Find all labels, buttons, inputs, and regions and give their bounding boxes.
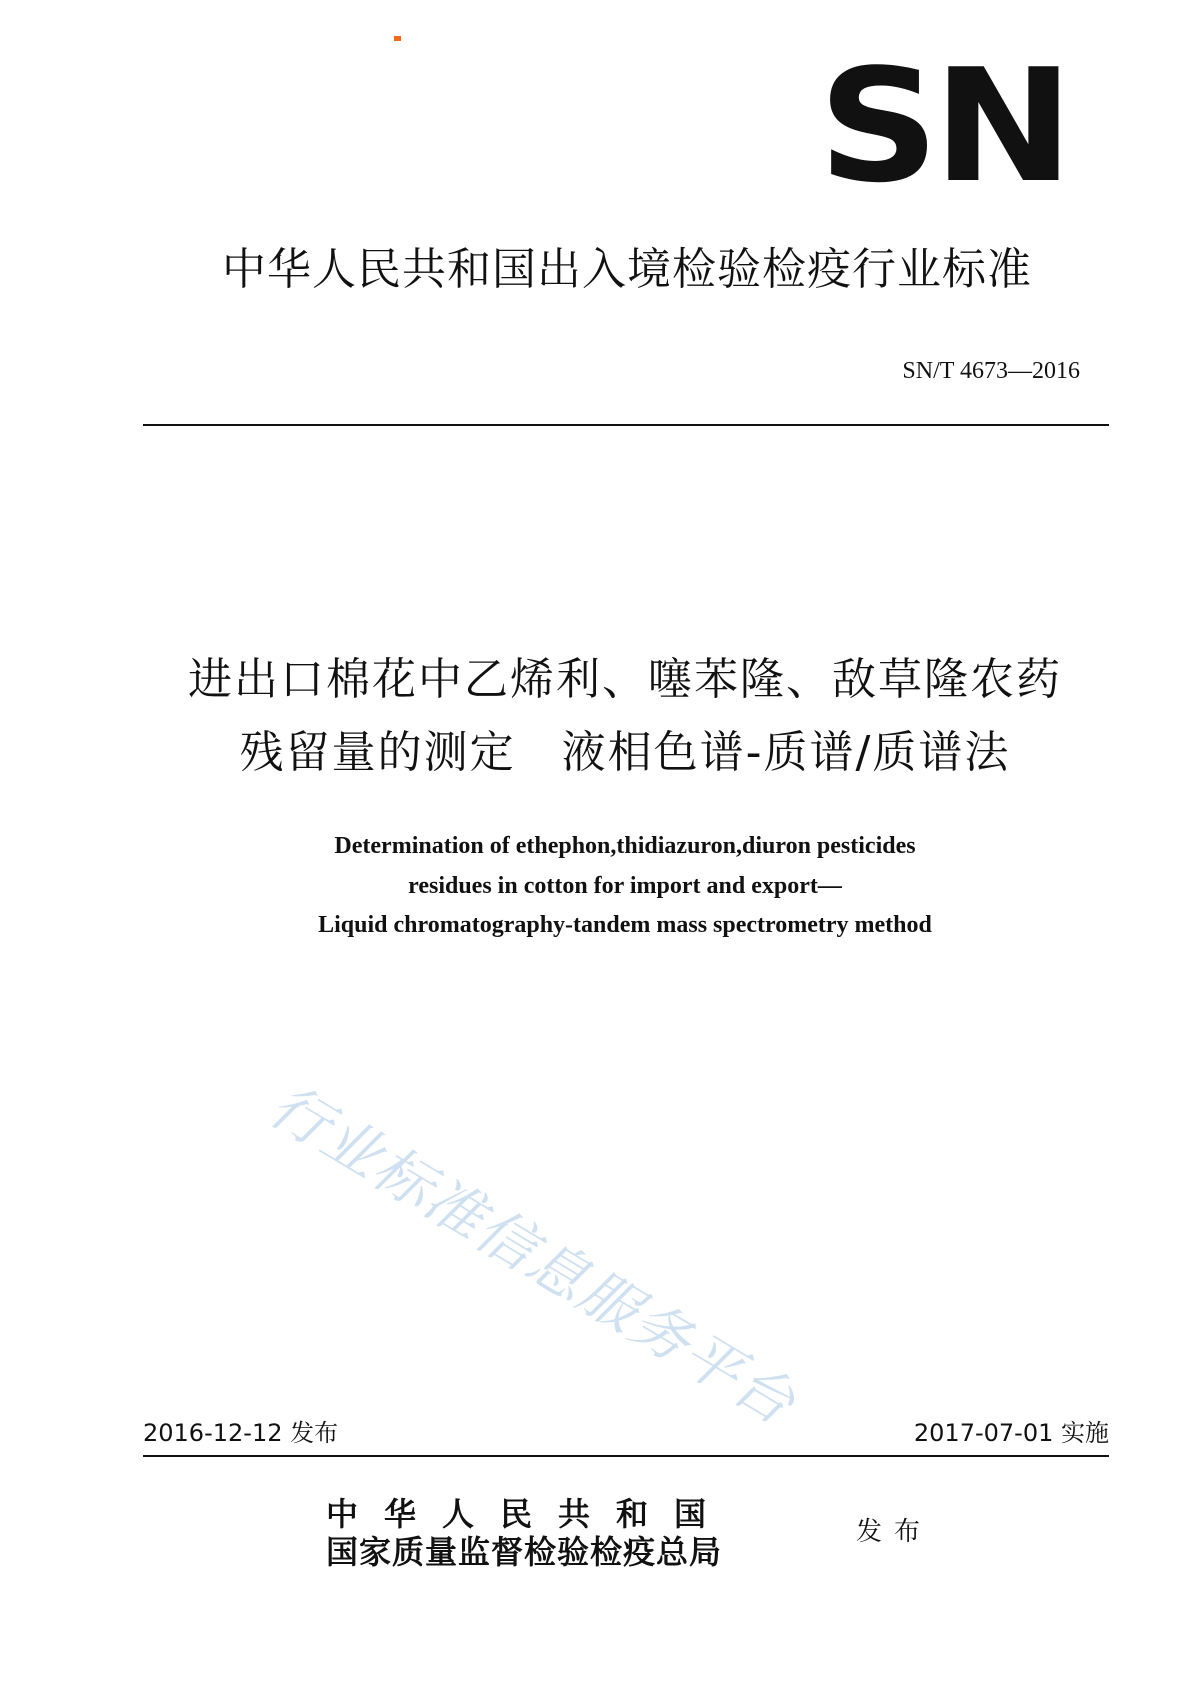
- standard-code: SN/T 4673—2016: [902, 358, 1080, 384]
- divider-bottom: [143, 1455, 1109, 1457]
- en-title-line3: Liquid chromatography-tandem mass spectrometry method: [318, 912, 932, 938]
- watermark: 行业标准信息服务平台: [258, 1071, 808, 1439]
- divider-top: [143, 424, 1109, 426]
- cn-title-line2: 残留量的测定 液相色谱-质谱/质谱法: [239, 727, 1011, 778]
- publisher-verb: 发布: [856, 1517, 933, 1547]
- implementation-date: 2017-07-01 实施: [913, 1419, 1109, 1447]
- sn-logo: SN: [818, 35, 1068, 217]
- en-title-line1: Determination of ethephon,thidiazuron,diuron pesticides: [334, 833, 916, 859]
- en-title-line2: residues in cotton for import and export—: [408, 873, 842, 899]
- publisher-org-line1: 中华人民共和国: [326, 1495, 733, 1533]
- issue-date: 2016-12-12 发布: [143, 1419, 339, 1447]
- orange-mark: [394, 36, 401, 41]
- cn-title-line1: 进出口棉花中乙烯利、噻苯隆、敌草隆农药: [188, 654, 1062, 705]
- standard-category: 中华人民共和国出入境检验检疫行业标准: [222, 244, 1032, 295]
- publisher-org-line2: 国家质量监督检验检疫总局: [326, 1533, 723, 1571]
